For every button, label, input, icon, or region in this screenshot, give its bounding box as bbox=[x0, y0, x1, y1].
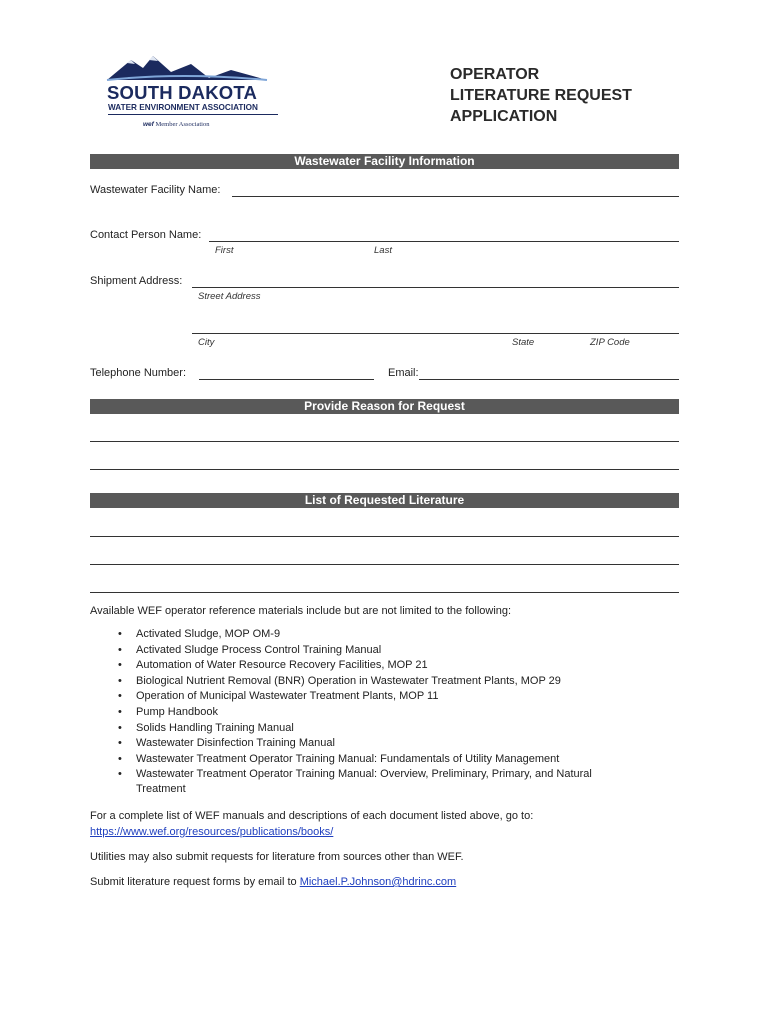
list-item bbox=[118, 643, 636, 659]
title-line-1: OPERATOR bbox=[450, 66, 540, 83]
logo-divider bbox=[108, 114, 278, 115]
logo-tagline: WATER ENVIRONMENT ASSOCIATION bbox=[108, 103, 258, 112]
street-address-field[interactable] bbox=[192, 287, 679, 288]
reason-line-2[interactable] bbox=[90, 469, 679, 470]
telephone-field[interactable] bbox=[199, 379, 374, 380]
list-item bbox=[118, 752, 636, 768]
literature-line-3[interactable] bbox=[90, 592, 679, 593]
first-name-caption: First bbox=[215, 245, 234, 256]
submit-line bbox=[90, 876, 456, 888]
city-caption: City bbox=[198, 337, 215, 348]
state-caption: State bbox=[512, 337, 535, 348]
bullet-icon: • bbox=[118, 737, 122, 750]
member-text: Member Association bbox=[155, 121, 210, 128]
books-link-line bbox=[90, 826, 333, 838]
list-item-text: Wastewater Treatment Operator Training Manual: Fundamentals of Utility Management bbox=[136, 752, 560, 765]
list-item bbox=[118, 689, 636, 705]
literature-line-2[interactable] bbox=[90, 564, 679, 565]
shipment-address-label: Shipment Address: bbox=[90, 275, 183, 287]
list-item-text: Wastewater Treatment Operator Training Manual: Overview, Preliminary, Primary, and Natural Treatment bbox=[136, 768, 592, 796]
submit-text: Submit literature request forms by email to bbox=[90, 876, 300, 888]
other-sources-text: Utilities may also submit requests for literature from sources other than WEF. bbox=[90, 851, 464, 863]
facility-name-label: Wastewater Facility Name: bbox=[90, 184, 221, 196]
list-item bbox=[118, 721, 636, 737]
list-item bbox=[118, 736, 636, 752]
contact-name-field[interactable] bbox=[209, 241, 679, 242]
section-header-facility: Wastewater Facility Information bbox=[90, 154, 679, 169]
bullet-icon: • bbox=[118, 690, 122, 703]
association-logo bbox=[91, 50, 291, 140]
literature-line-1[interactable] bbox=[90, 536, 679, 537]
bullet-icon: • bbox=[118, 674, 122, 687]
logo-name: SOUTH DAKOTA bbox=[107, 82, 258, 103]
bullet-icon: • bbox=[118, 705, 122, 718]
bullet-icon: • bbox=[118, 628, 122, 640]
list-item-text: Solids Handling Training Manual bbox=[136, 721, 294, 734]
wef-mark: wef bbox=[143, 121, 154, 128]
title-line-2: LITERATURE REQUEST bbox=[450, 87, 632, 104]
list-item-text: Pump Handbook bbox=[136, 705, 218, 718]
section-header-literature: List of Requested Literature bbox=[90, 493, 679, 508]
literature-list bbox=[118, 627, 636, 798]
bullet-icon: • bbox=[118, 752, 122, 765]
list-item-text: Activated Sludge Process Control Training Manual bbox=[136, 643, 382, 656]
email-label: Email: bbox=[388, 367, 419, 379]
bullet-icon: • bbox=[118, 768, 122, 781]
list-item bbox=[118, 674, 636, 690]
list-item-text: Automation of Water Resource Recovery Facilities, MOP 21 bbox=[136, 659, 428, 672]
email-field[interactable] bbox=[419, 379, 679, 380]
title-line-3: APPLICATION bbox=[450, 108, 558, 125]
last-name-caption: Last bbox=[374, 245, 392, 256]
logo-member bbox=[143, 121, 209, 128]
bullet-icon: • bbox=[118, 659, 122, 672]
telephone-label: Telephone Number: bbox=[90, 367, 187, 379]
complete-list-text: For a complete list of WEF manuals and descriptions of each document listed above, go to: bbox=[90, 810, 534, 822]
materials-intro: Available WEF operator reference materials include but are not limited to the following: bbox=[90, 605, 512, 617]
list-item-text: Operation of Municipal Wastewater Treatment Plants, MOP 11 bbox=[136, 690, 439, 703]
list-item-text: Wastewater Disinfection Training Manual bbox=[136, 737, 335, 750]
section-header-reason: Provide Reason for Request bbox=[90, 399, 679, 414]
list-item-text: Biological Nutrient Removal (BNR) Operation in Wastewater Treatment Plants, MOP 29 bbox=[136, 674, 561, 687]
zip-caption: ZIP Code bbox=[590, 337, 630, 348]
list-item bbox=[118, 767, 636, 798]
bullet-icon: • bbox=[118, 721, 122, 734]
list-item bbox=[118, 627, 636, 643]
list-item bbox=[118, 705, 636, 721]
contact-name-label: Contact Person Name: bbox=[90, 229, 202, 241]
facility-name-field[interactable] bbox=[232, 196, 679, 197]
list-item bbox=[118, 658, 636, 674]
reason-line-1[interactable] bbox=[90, 441, 679, 442]
street-address-caption: Street Address bbox=[198, 291, 261, 302]
city-state-zip-field[interactable] bbox=[192, 333, 679, 334]
list-item-text: Activated Sludge, MOP OM-9 bbox=[136, 628, 281, 640]
submit-email-link[interactable]: Michael.P.Johnson@hdrinc.com bbox=[299, 876, 457, 888]
bullet-icon: • bbox=[118, 643, 122, 656]
page-title bbox=[450, 64, 632, 127]
books-link[interactable]: https://www.wef.org/resources/publications/books/ bbox=[90, 826, 334, 838]
